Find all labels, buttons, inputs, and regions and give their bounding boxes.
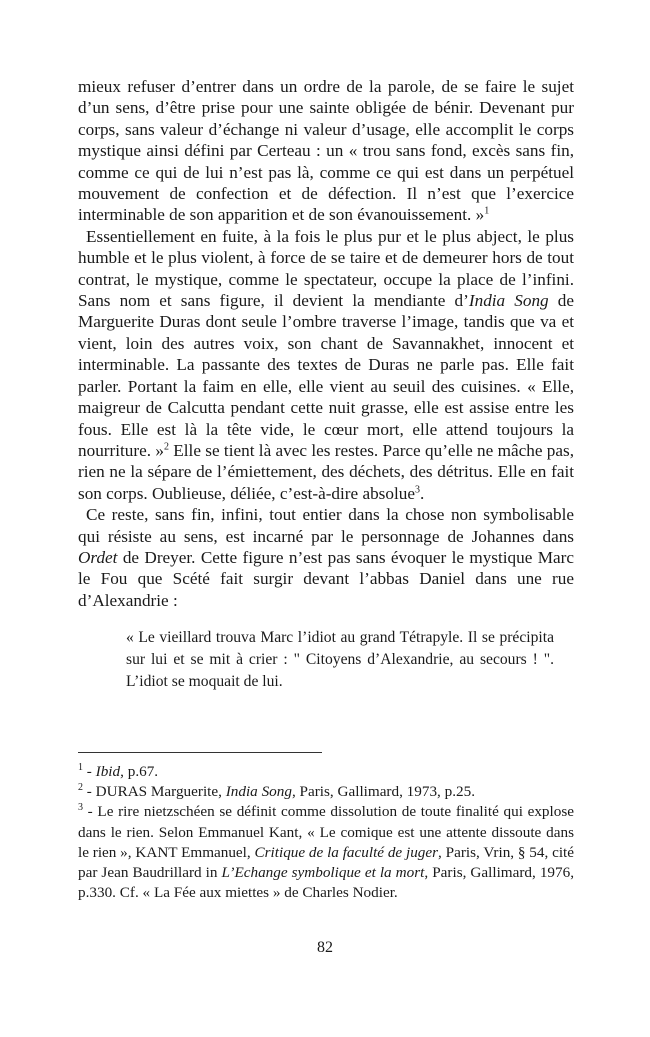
text-run: -	[83, 763, 96, 780]
text-run: de Dreyer. Cette figure n’est pas sans évoquer le mystique Marc le Fou que Scété fait surgir devant l’abbas Daniel dans une rue d’Alexandrie :	[78, 547, 574, 610]
footnote-ref: 1	[484, 205, 490, 217]
footnote-2	[78, 782, 574, 802]
text-run: - Le rire nietzschéen se définit comme dissolution de toute finalité qui explose dans le rien. Selon Emmanuel Kant, « Le comique est une attente dissoute dans le rien », KANT Emmanuel,	[78, 803, 574, 861]
footnote-divider	[78, 752, 322, 753]
block-quote: « Le vieillard trouva Marc l’idiot au grand Tétrapyle. Il se précipita sur lui et se mit à crier : " Citoyens d’Alexandrie, au secours ! ". L’idiot se moquait de lui.	[126, 629, 554, 690]
footnotes	[78, 762, 574, 903]
text-run: , Paris, Vrin, § 54, cité par Jean Baudrillard in	[78, 843, 574, 882]
text-run: Essentiellement en fuite, à la fois le plus pur et le plus abject, le plus humble et le plus violent, à force de se taire et de demeurer hors de tout contrat, le mystique, comme le spectateur, occupe la place de l’infini. Sans nom et sans figure, il devient la mendiante d’	[78, 226, 574, 311]
page-number: 82	[317, 939, 333, 956]
footnote-ref: 3	[414, 483, 420, 495]
text-run: mieux refuser d’entrer dans un ordre de la parole, de se faire le sujet d’un sens, d’être prise pour une sainte obligée de bénir. Devenant pur corps, sans valeur d’échange ni valeur d’usage, elle accomplit le corps mystique ainsi défini par Certeau : un « trou sans fond, excès sans fin, comme ce qui de lui n’est pas là, comme ce qui est dans un perpétuel mouvement de confection et de défection. Il n’est que l’exercice interminable de son apparition et de son évanouissement. »	[78, 77, 574, 225]
italic-title: India Song	[225, 783, 292, 801]
text-run: , p.67.	[120, 763, 159, 780]
footnote-text	[83, 763, 158, 780]
text-run: - DURAS Marguerite,	[83, 783, 226, 801]
italic-title: Ibid	[95, 763, 121, 780]
body-text	[78, 76, 574, 611]
footnote-ref: 2	[163, 441, 169, 453]
footnote-3	[78, 802, 574, 903]
footnote-text	[83, 783, 475, 800]
italic-title: L’Echange symbolique et la mort	[221, 864, 425, 882]
footnote-number: 2	[78, 782, 83, 794]
italic-title: Critique de la faculté de juger	[254, 843, 439, 861]
footnote-1	[78, 762, 574, 782]
paragraph-2	[78, 226, 574, 504]
footnote-text	[78, 803, 574, 901]
text-run: , Paris, Gallimard, 1973, p.25.	[291, 783, 476, 801]
footnote-number: 1	[78, 761, 83, 773]
text-run: , Paris, Gallimard, 1976, p.330. Cf. « La Fée aux miettes » de Charles Nodier.	[78, 864, 575, 902]
text-run: Ce reste, sans fin, infini, tout entier dans la chose non symbolisable qui résiste au sens, est incarné par le personnage de Johannes dans	[78, 505, 574, 546]
paragraph-3	[78, 504, 574, 611]
italic-title: Ordet	[78, 547, 118, 567]
page-content	[78, 76, 574, 693]
footnote-number: 3	[78, 802, 83, 814]
text-run: .	[419, 483, 425, 503]
paragraph-1	[78, 76, 574, 226]
text-run: de Marguerite Duras dont seule l’ombre traverse l’image, tandis que va et vient, loin des autres voix, son chant de Savannakhet, innocent et interminable. La passante des textes de Duras ne parle pas. Elle fait parler. Portant la faim en elle, elle vient au seuil des cuisines. « Elle, maigreur de Calcutta pendant cette nuit grasse, elle est assise entre les fous. Elle est là la tête vide, le cœur mort, elle attend toujours la nourriture. »	[78, 291, 574, 460]
italic-title: India Song	[468, 291, 549, 311]
text-run: Elle se tient là avec les restes. Parce qu’elle ne mâche pas, rien ne la sépare de l’émiettement, des déchets, des détritus. Elle en fait son corps. Oublieuse, déliée, c’est-à-dire absolue	[78, 440, 574, 503]
